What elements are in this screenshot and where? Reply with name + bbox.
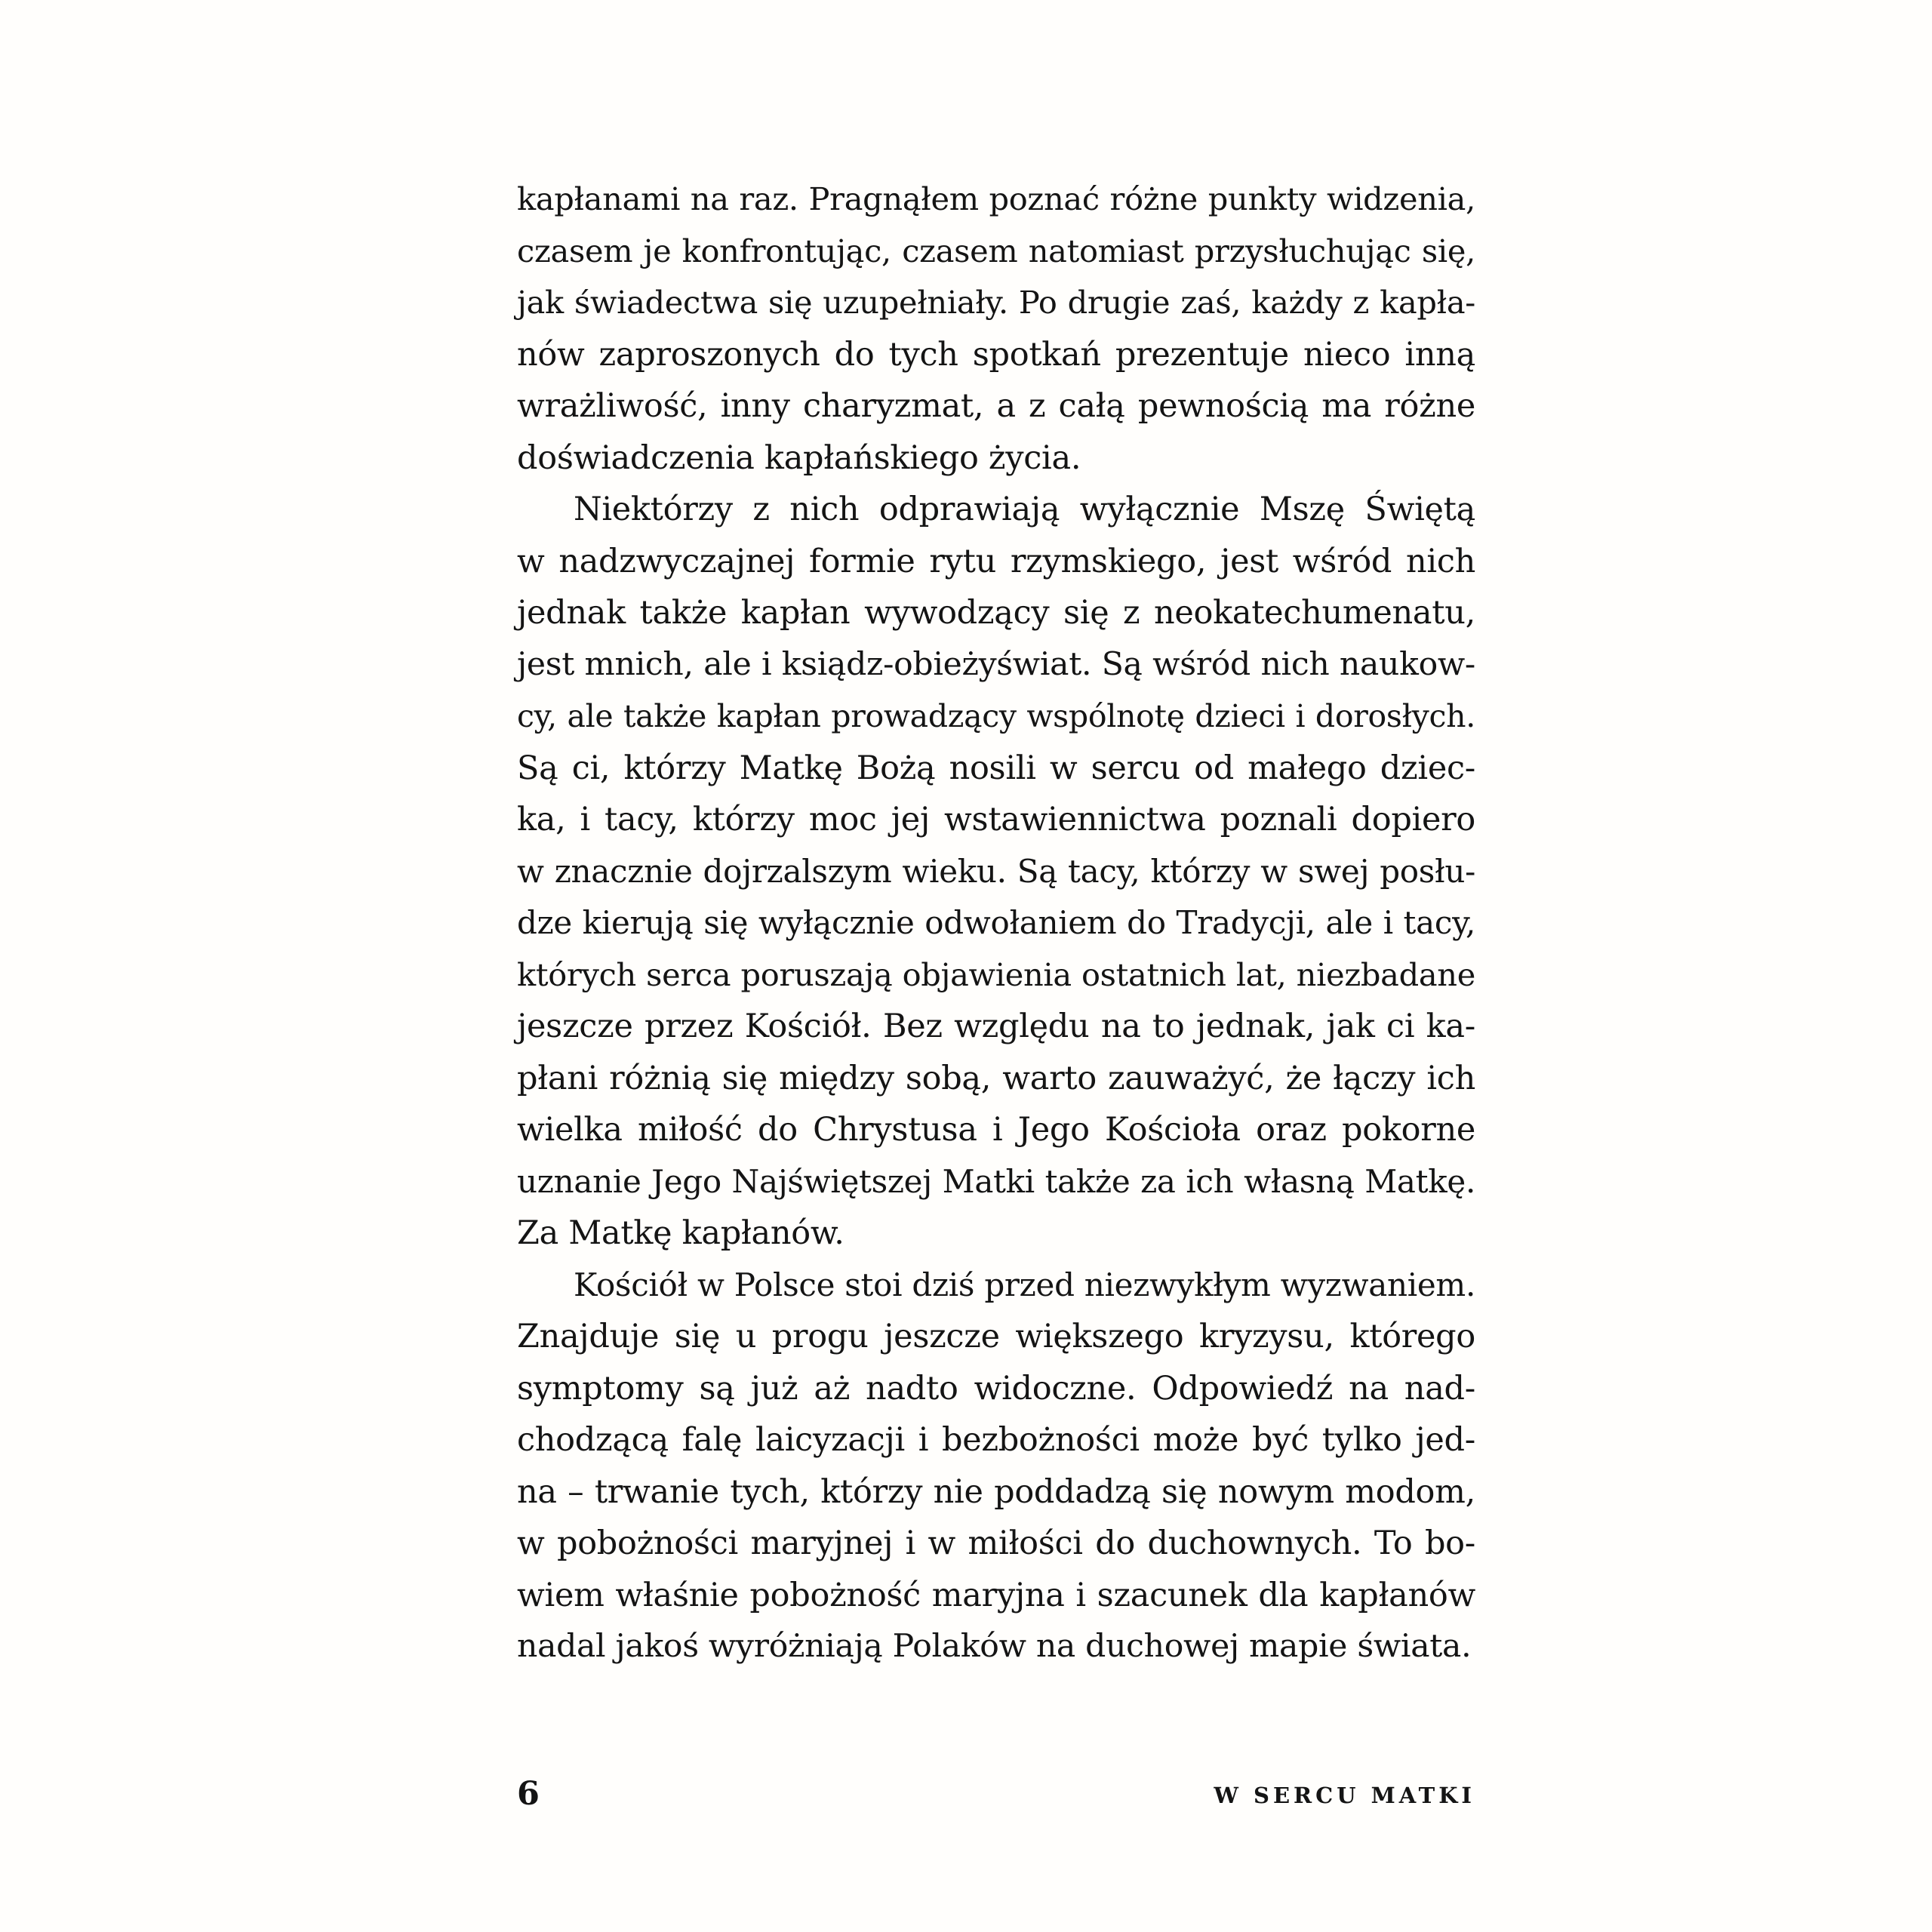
- text-line: Znajduje się u progu jeszcze większego kryzysu, którego: [517, 1318, 1475, 1355]
- text-line: których serca poruszają objawienia ostatnich lat, niezbadane: [517, 955, 1475, 993]
- text-line: jeszcze przez Kościół. Bez względu na to jednak, jak ci ka-: [517, 1008, 1475, 1045]
- text-line: w znacznie dojrzalszym wieku. Są tacy, którzy w swej posłu-: [517, 852, 1475, 890]
- text-line: jednak także kapłan wywodzący się z neokatechumenatu,: [517, 594, 1475, 632]
- text-line: jak świadectwa się uzupełniały. Po drugie zaś, każdy z kapła-: [517, 284, 1475, 321]
- running-head: W SERCU MATKI: [1214, 1783, 1475, 1808]
- text-line: na – trwanie tych, którzy nie poddadzą się nowym modom,: [517, 1472, 1475, 1511]
- text-line: cy, ale także kapłan prowadzący wspólnotę dzieci i dorosłych.: [517, 698, 1475, 734]
- text-line: Są ci, którzy Matkę Bożą nosili w sercu od małego dziec-: [517, 749, 1475, 787]
- paragraph: [517, 1260, 1475, 1673]
- body-text: [517, 174, 1475, 1673]
- text-line: uznanie Jego Najświętszej Matki także za ich własną Matkę.: [517, 1162, 1475, 1200]
- text-line: wielka miłość do Chrystusa i Jego Kościoła oraz pokorne: [517, 1111, 1475, 1149]
- page-footer: [517, 1775, 1475, 1820]
- text-line: Za Matkę kapłanów.: [517, 1214, 844, 1252]
- text-line: symptomy są już aż nadto widoczne. Odpowiedź na nad-: [517, 1369, 1475, 1407]
- paragraph: [517, 174, 1475, 484]
- text-line: wiem właśnie pobożność maryjna i szacunek dla kapłanów: [517, 1576, 1475, 1614]
- text-line: czasem je konfrontując, czasem natomiast przysłuchując się,: [517, 232, 1475, 269]
- text-line: Kościół w Polsce stoi dziś przed niezwykłym wyzwaniem.: [574, 1266, 1475, 1303]
- paragraph: [517, 484, 1475, 1260]
- text-line: nów zaproszonych do tych spotkań prezentuje nieco inną: [517, 335, 1475, 374]
- text-line: jest mnich, ale i ksiądz-obieżyświat. Są wśród nich naukow-: [517, 645, 1475, 683]
- text-line: wrażliwość, inny charyzmat, a z całą pewnością ma różne: [517, 387, 1475, 425]
- text-line: chodzącą falę laicyzacji i bezbożności może być tylko jed-: [517, 1421, 1475, 1459]
- text-line: kapłanami na raz. Pragnąłem poznać różne punkty widzenia,: [517, 180, 1475, 217]
- text-line: w pobożności maryjnej i w miłości do duchownych. To bo-: [517, 1524, 1475, 1562]
- text-line: doświadczenia kapłańskiego życia.: [517, 438, 1081, 477]
- text-line: płani różnią się między sobą, warto zauważyć, że łączy ich: [517, 1059, 1475, 1097]
- page-number: 6: [517, 1775, 540, 1813]
- text-line: w nadzwyczajnej formie rytu rzymskiego, jest wśród nich: [517, 542, 1475, 580]
- text-line: ka, i tacy, którzy moc jej wstawiennictwa poznali dopiero: [517, 801, 1475, 838]
- text-line: Niektórzy z nich odprawiają wyłącznie Mszę Świętą: [574, 491, 1475, 528]
- text-line: nadal jakoś wyróżniają Polaków na duchowej mapie świata.: [517, 1628, 1472, 1665]
- text-line: dze kierują się wyłącznie odwołaniem do Tradycji, ale i tacy,: [517, 904, 1475, 941]
